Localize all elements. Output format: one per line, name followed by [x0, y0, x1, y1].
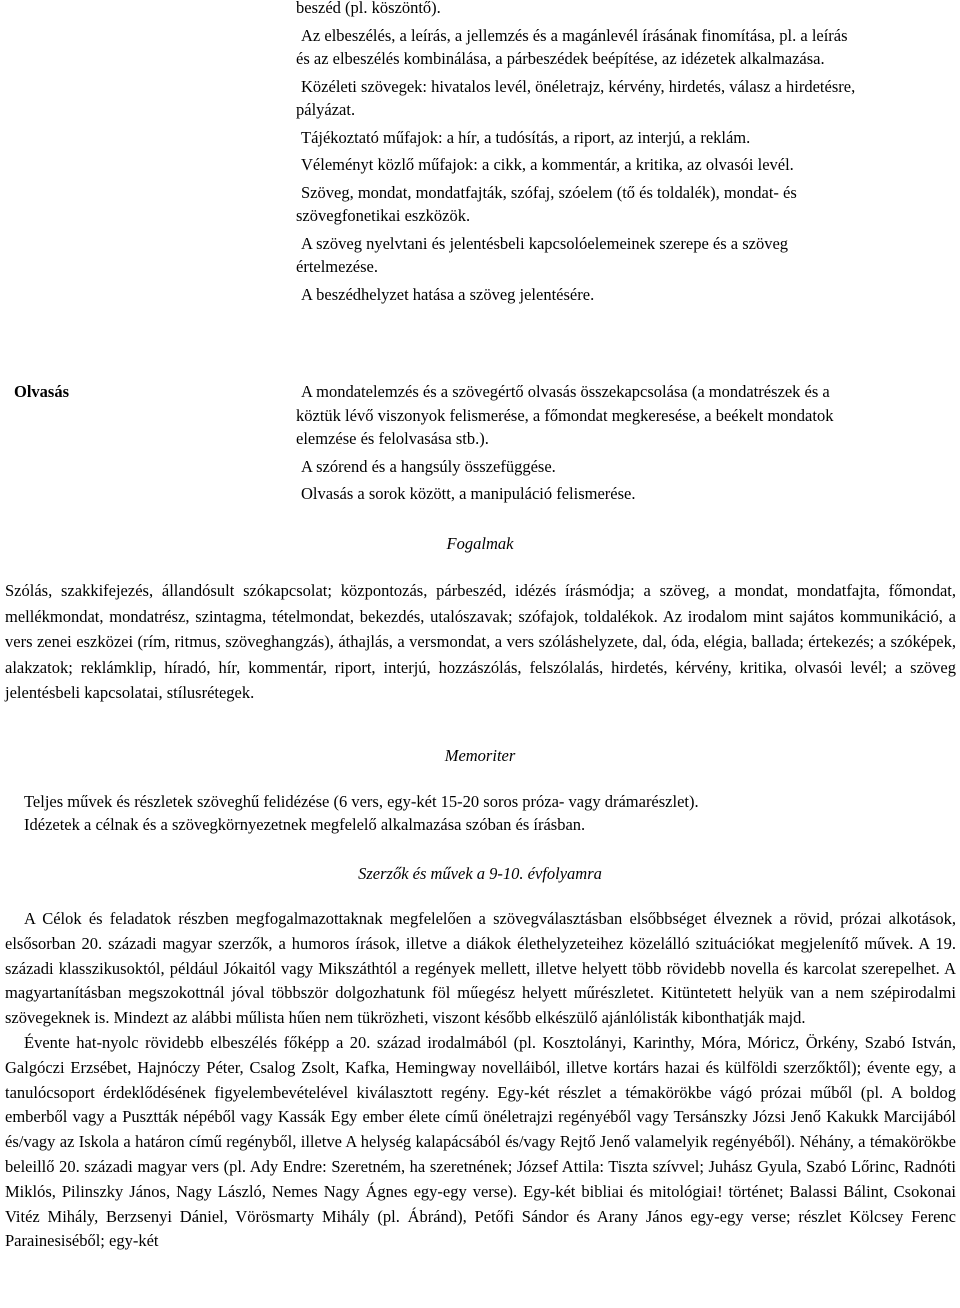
section-heading-memoriter: Memoriter	[444, 746, 516, 765]
section-heading-authors: Szerzők és művek a 9-10. évfolyamra	[358, 864, 602, 883]
text-line-between-lines: Olvasás a sorok között, a manipuláció felismerése.	[301, 484, 636, 503]
authors-section	[5, 907, 956, 1254]
text-line-narration: Az elbeszélés, a leírás, a jellemzés és a magánlevél írásának finomítása, pl. a leírás és az elbeszélés kombinálása, a párbeszédek beépítése, az idézetek alkalmazása.	[296, 25, 848, 68]
reading-column	[296, 380, 856, 510]
text-line-word-order: A szórend és a hangsúly összefüggése.	[301, 456, 556, 476]
concepts-paragraph	[5, 578, 956, 706]
memoriter-line-quotes: Idézetek a célnak és a szövegkörnyezetnek megfelelő alkalmazása szóban és írásban.	[24, 815, 586, 834]
text-line-sentence-analysis: A mondatelemzés és a szövegértő olvasás összekapcsolása (a mondatrészek és a köztük lévő viszonyok felismerése, a főmondat megkeresése, a beékelt mondatok elemzése és felolvasása stb.).	[296, 382, 834, 448]
section-heading-concepts: Fogalmak	[446, 534, 514, 553]
text-line-connectors: A szöveg nyelvtani és jelentésbeli kapcsolóelemeinek szerepe és a szöveg értelmezése.	[296, 233, 789, 276]
authors-paragraph-goals: A Célok és feladatok részben megfogalmazottaknak megfelelően a szövegválasztásban elsőbbséget élveznek a rövid, prózai alkotások, elsősorban 20. századi magyar szerzők, a humoros írások, illetve a diákok élethelyzeteihez közelálló szituációkat megjelenítő művek. A 19. századi klasszikusoktól, például Jókaitól vagy Mikszáthtól a regények mellett, illetve helyett több rövidebb novella és karcolat szerepelhet. A magyartanításban megszokottnál jóval többször dolgozhatunk föl műegész helyett műrészletet. Kitüntetett helyük van a nem szépirodalmi szövegeknek is. Mindezt az alábbi műlista hűen nem tükrözheti, viszont később elkészülő ajánlólisták kibonthatják majd.	[5, 909, 956, 1028]
text-line-informative-genres: Tájékoztató műfajok: a hír, a tudósítás, a riport, az interjú, a reklám.	[301, 127, 751, 147]
memoriter-line-recall: Teljes művek és részletek szöveghű felidézése (6 vers, egy-két 15-20 soros próza- vagy drámarészlet).	[24, 792, 699, 811]
top-column	[296, 0, 856, 310]
text-line-opinion-genres: Véleményt közlő műfajok: a cikk, a kommentár, a kritika, az olvasói levél.	[301, 155, 794, 174]
text-line-speech-situation: A beszédhelyzet hatása a szöveg jelentésére.	[301, 284, 595, 304]
authors-paragraph-works: Évente hat-nyolc rövidebb elbeszélés főképp a 20. század irodalmából (pl. Kosztolányi, Karinthy, Móra, Móricz, Örkény, Szabó István, Galgóczi Erzsébet, Hajnóczy Péter, Csalog Zsolt, Kafka, Hemingway novelláiból, illetve kortárs hazai és külföldi szerzőktől); évente egy, a tanulócsoport érdeklődésének figyelembevételével kiválasztott regény. Egy-két részlet a témakörökbe vágó prózai műből (pl. A boldog emberből vagy a Pusztták népéből vagy Kassák Egy ember élete című önéletrajzi regényéből vagy Tersánszky Józsi Jenő Kakukk Marcijából és/vagy az Iskola a határon című regényből, illetve A helység kalapácsából és/vagy Rejtő Jenő valamelyik regényéből). Néhány, a témakörökbe beleillő 20. századi magyar vers (pl. Ady Endre: Szeretném, ha szeretnének; József Attila: Tiszta szívvel; Juhász Gyula, Szabó Lőrinc, Radnóti Miklós, Pilinszky János, Nagy László, Nemes Nagy Ágnes egy-egy verse). Egy-két bibliai és mitológiai! történet; Balassi Bálint, Csokonai Vitéz Mihály, Berzsenyi Dániel, Vörösmarty Mihály (pl. Ábránd), Petőfi Sándor és Arany János egy-egy verse; részlet Kölcsey Ferenc Parainesiséből; egy-két	[5, 1032, 956, 1251]
memoriter-paragraph	[24, 790, 954, 836]
text-line-text-sentence: Szöveg, mondat, mondatfajták, szófaj, szóelem (tő és toldalék), mondat- és szövegfonetikai eszközök.	[296, 182, 797, 225]
text-line-greeting: beszéd (pl. köszöntő).	[296, 0, 441, 17]
concepts-text: Szólás, szakkifejezés, állandósult szókapcsolat; központozás, párbeszéd, idézés írásmódja; a szöveg, a mondat, mondatfajta, főmondat, mellékmondat, mondatrész, szintagma, tételmondat, bekezdés, utalószavak; szófajok, toldalékok. Az irodalom mint sajátos kommunikáció, a vers zenei eszközei (rím, ritmus, szöveghangzás), áthajlás, a versmondat, a vers szóláshelyzete, dal, óda, elégia, ballada; értekezés; a szóképek, alakzatok; reklámklip, híradó, hír, kommentár, riport, interjú, hozzászólás, felszólalás, hirdetés, kérvény, kritika, olvasói levél; a szöveg jelentésbeli kapcsolatai, stílusrétegek.	[5, 581, 956, 703]
text-line-public-texts: Közéleti szövegek: hivatalos levél, önéletrajz, kérvény, hirdetés, válasz a hirdetésre, pályázat.	[296, 76, 856, 119]
row-label-reading: Olvasás	[14, 382, 70, 401]
